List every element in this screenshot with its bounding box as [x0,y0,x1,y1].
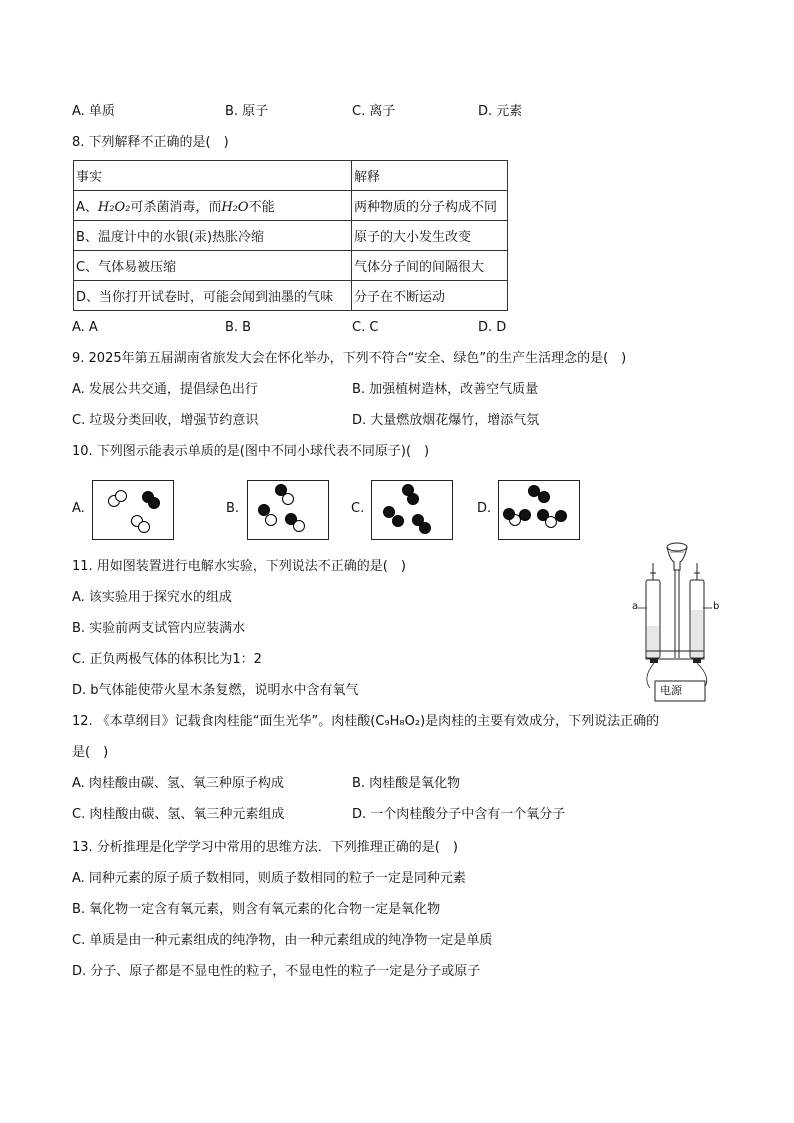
q13-option-a[interactable]: A. 同种元素的原子质子数相同，则质子数相同的粒子一定是同种元素 [72,871,466,886]
explain-cell-b: 原子的大小发生改变 [352,221,508,251]
explain-cell-a: 两种物质的分子构成不同 [352,191,508,221]
q8-option-d[interactable]: D. D [478,320,507,335]
q8-option-a[interactable]: A. A [72,320,98,335]
black-atom [538,491,550,503]
table-row [74,251,508,281]
q8-option-b[interactable]: B. B [225,320,252,335]
q10-diagram-b[interactable] [247,480,329,540]
q12-stem-line1: 12. 《本草纲目》记载食肉桂能“面生光华”。肉桂酸(C₉H₈O₂)是肉桂的主要有效成分，下列说法正确的 [72,714,660,729]
q8-option-c[interactable]: C. C [352,320,379,335]
q7-option-d[interactable]: D. 元素 [478,104,523,119]
table-header-fact: 事实 [74,161,352,191]
table-row [74,191,508,221]
q12-option-a[interactable]: A. 肉桂酸由碳、氢、氧三种原子构成 [72,776,284,791]
q10-label-d[interactable]: D. [477,501,492,516]
black-atom [392,515,404,527]
table-row [74,221,508,251]
black-atom [555,510,567,522]
table-row [74,281,508,311]
q13-stem: 13. 分析推理是化学学习中常用的思维方法．下列推理正确的是( ) [72,840,458,855]
electrolysis-apparatus-diagram [620,538,728,706]
explain-cell-c: 气体分子间的间隔很大 [352,251,508,281]
white-atom [138,521,150,533]
q10-stem: 10. 下列图示能表示单质的是(图中不同小球代表不同原子)( ) [72,444,430,459]
q7-option-c[interactable]: C. 离子 [352,104,396,119]
q8-fact-table [73,160,508,311]
white-atom [265,514,277,526]
q10-diagram-d[interactable] [498,480,580,540]
q9-option-a[interactable]: A. 发展公共交通，提倡绿色出行 [72,382,258,397]
q13-option-b[interactable]: B. 氧化物一定含有氧元素，则含有氧元素的化合物一定是氧化物 [72,902,441,917]
explain-cell-d: 分子在不断运动 [352,281,508,311]
q8-stem: 8. 下列解释不正确的是( ) [72,135,229,150]
q11-option-b[interactable]: B. 实验前两支试管内应装满水 [72,621,246,636]
q11-stem: 11. 用如图装置进行电解水实验，下列说法不正确的是( ) [72,559,406,574]
tube-a-label: a [632,601,639,612]
q10-label-b[interactable]: B. [226,501,240,516]
formula-h2o: H₂O [221,200,249,215]
q12-option-b[interactable]: B. 肉桂酸是氧化物 [352,776,461,791]
white-atom [115,490,127,502]
q10-diagram-c[interactable] [371,480,453,540]
black-atom [419,522,431,534]
black-atom [503,508,515,520]
white-atom [293,520,305,532]
q12-stem-line2: 是( ) [72,745,109,760]
fact-cell-d: D、当你打开试卷时，可能会闻到油墨的气味 [74,281,352,311]
q9-option-d[interactable]: D. 大量燃放烟花爆竹，增添气氛 [352,413,540,428]
q12-option-d[interactable]: D. 一个肉桂酸分子中含有一个氧分子 [352,807,566,822]
q9-option-c[interactable]: C. 垃圾分类回收，增强节约意识 [72,413,259,428]
q7-option-b[interactable]: B. 原子 [225,104,269,119]
fact-cell-a: A、H₂O₂可杀菌消毒，而H₂O不能 [74,191,352,221]
fact-cell-b: B、温度计中的水银(汞)热胀冷缩 [74,221,352,251]
white-atom [282,493,294,505]
table-header-explain: 解释 [352,161,508,191]
black-atom [519,509,531,521]
power-supply-label: 电源 [660,684,682,697]
q11-option-c[interactable]: C. 正负两极气体的体积比为1：2 [72,652,262,667]
q7-option-a[interactable]: A. 单质 [72,104,115,119]
q9-option-b[interactable]: B. 加强植树造林，改善空气质量 [352,382,539,397]
table-row [74,161,508,191]
formula-h2o2: H₂O₂ [97,200,131,215]
q10-diagram-a[interactable] [92,480,174,540]
black-atom [407,493,419,505]
q11-option-a[interactable]: A. 该实验用于探究水的组成 [72,590,232,605]
q13-option-d[interactable]: D. 分子、原子都是不显电性的粒子，不显电性的粒子一定是分子或原子 [72,964,481,979]
black-atom [148,497,160,509]
q13-option-c[interactable]: C. 单质是由一种元素组成的纯净物，由一种元素组成的纯净物一定是单质 [72,933,493,948]
q9-stem: 9. 2025年第五届湖南省旅发大会在怀化举办，下列不符合“安全、绿色”的生产生活理念的是( ) [72,351,627,366]
q10-label-a[interactable]: A. [72,501,85,516]
q10-label-c[interactable]: C. [351,501,365,516]
q11-option-d[interactable]: D. b气体能使带火星木条复燃，说明水中含有氧气 [72,683,359,698]
fact-cell-c: C、气体易被压缩 [74,251,352,281]
q12-option-c[interactable]: C. 肉桂酸由碳、氢、氧三种元素组成 [72,807,285,822]
tube-b-label: b [713,601,720,612]
